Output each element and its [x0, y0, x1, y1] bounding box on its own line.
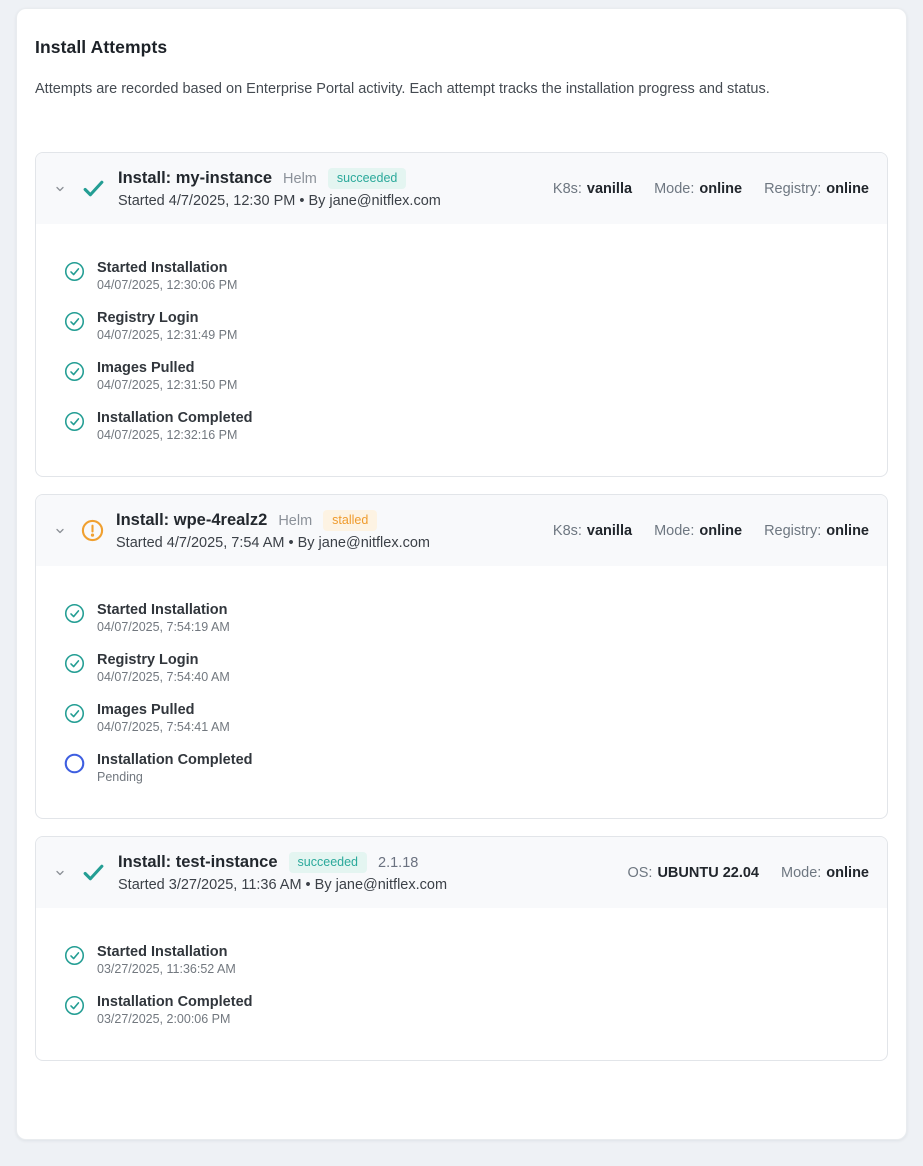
status-badge: succeeded — [289, 852, 367, 873]
attempt-version: 2.1.18 — [378, 854, 419, 871]
attempt-title: Install: wpe-4realz2 — [116, 511, 268, 529]
meta-item — [764, 181, 869, 197]
timeline-step — [64, 260, 869, 292]
page-subtitle: Attempts are recorded based on Enterprise Portal activity. Each attempt tracks the installation progress and status. — [35, 81, 770, 97]
step-title: Images Pulled — [97, 702, 195, 718]
chevron-down-icon[interactable] — [54, 867, 66, 879]
meta-value: UBUNTU 22.04 — [657, 864, 759, 881]
meta-label: Mode: — [780, 864, 822, 881]
attempt-header[interactable] — [36, 153, 887, 224]
check-icon — [81, 860, 106, 885]
circle-check-icon — [64, 653, 85, 674]
circle-check-icon — [64, 945, 85, 966]
attempt-started: Started 3/27/2025, 11:36 AM • By jane@nitflex.com — [118, 877, 448, 893]
status-badge: stalled — [323, 510, 377, 531]
attempt-steps — [36, 224, 887, 476]
circle-check-icon — [64, 261, 85, 282]
attempt-header[interactable] — [36, 495, 887, 566]
meta-value: vanilla — [586, 522, 633, 539]
circle-check-icon — [64, 995, 85, 1016]
meta-label: K8s: — [552, 522, 582, 539]
chevron-down-icon[interactable] — [54, 183, 66, 195]
meta-value: online — [826, 864, 869, 881]
step-title: Installation Completed — [97, 410, 253, 426]
step-title: Registry Login — [97, 310, 199, 326]
attempt-title: Install: test-instance — [118, 853, 278, 871]
step-timestamp: 03/27/2025, 11:36:52 AM — [97, 962, 236, 976]
step-timestamp: 04/07/2025, 12:31:50 PM — [97, 378, 238, 392]
attempt-method: Helm — [283, 170, 317, 187]
chevron-down-icon[interactable] — [54, 525, 66, 537]
meta-item — [781, 865, 869, 881]
timeline-step — [64, 702, 869, 734]
step-timestamp: 04/07/2025, 7:54:41 AM — [97, 720, 230, 734]
timeline-step — [64, 652, 869, 684]
meta-value: online — [699, 180, 743, 197]
step-timestamp: 04/07/2025, 12:31:49 PM — [97, 328, 238, 342]
step-timestamp: 04/07/2025, 12:30:06 PM — [97, 278, 238, 292]
attempt-started: Started 4/7/2025, 7:54 AM • By jane@nitflex.com — [116, 535, 430, 551]
attempt-meta — [553, 181, 869, 197]
attempt-title: Install: my-instance — [118, 169, 273, 187]
meta-label: OS: — [627, 864, 653, 881]
meta-label: Mode: — [654, 180, 695, 197]
timeline-step — [64, 994, 869, 1026]
timeline-step — [64, 752, 869, 784]
attempt-steps — [36, 566, 887, 818]
install-attempts-panel — [16, 8, 907, 1140]
attempt-method: Helm — [278, 512, 313, 529]
step-title: Started Installation — [97, 944, 228, 960]
attempt-card — [35, 152, 888, 477]
meta-item — [764, 523, 869, 539]
step-title: Registry Login — [97, 652, 199, 668]
meta-item — [553, 523, 632, 539]
circle-check-icon — [64, 361, 85, 382]
attempt-meta — [553, 523, 869, 539]
step-timestamp: 04/07/2025, 7:54:40 AM — [97, 670, 230, 684]
meta-item — [627, 865, 759, 881]
page-title: Install Attempts — [35, 37, 168, 57]
step-timestamp: Pending — [97, 770, 143, 784]
attempt-header[interactable] — [36, 837, 887, 908]
circle-check-icon — [64, 703, 85, 724]
circle-check-icon — [64, 411, 85, 432]
circle-check-icon — [64, 311, 85, 332]
attempt-meta — [627, 865, 869, 881]
step-title: Installation Completed — [97, 994, 253, 1010]
meta-label: Mode: — [654, 522, 695, 539]
step-title: Installation Completed — [97, 752, 253, 768]
check-icon — [81, 176, 106, 201]
meta-value: vanilla — [586, 180, 633, 197]
step-timestamp: 04/07/2025, 12:32:16 PM — [97, 428, 238, 442]
step-title: Started Installation — [97, 260, 228, 276]
alert-circle-icon — [81, 519, 104, 542]
meta-value: online — [826, 522, 869, 539]
status-badge: succeeded — [328, 168, 406, 189]
attempt-started: Started 4/7/2025, 12:30 PM • By jane@nitflex.com — [118, 193, 441, 209]
step-title: Started Installation — [97, 602, 228, 618]
attempt-card — [35, 836, 888, 1061]
attempts-list — [35, 152, 888, 1061]
step-title: Images Pulled — [97, 360, 195, 376]
step-timestamp: 04/07/2025, 7:54:19 AM — [97, 620, 230, 634]
meta-label: Registry: — [764, 522, 822, 539]
attempt-card — [35, 494, 888, 819]
meta-value: online — [826, 180, 869, 197]
meta-item — [654, 181, 742, 197]
timeline-step — [64, 944, 869, 976]
pending-circle-icon — [64, 753, 85, 774]
meta-item — [553, 181, 632, 197]
meta-item — [654, 523, 742, 539]
meta-value: online — [699, 522, 743, 539]
meta-label: K8s: — [552, 180, 582, 197]
attempt-steps — [36, 908, 887, 1060]
timeline-step — [64, 360, 869, 392]
meta-label: Registry: — [764, 180, 822, 197]
circle-check-icon — [64, 603, 85, 624]
timeline-step — [64, 602, 869, 634]
step-timestamp: 03/27/2025, 2:00:06 PM — [97, 1012, 231, 1026]
timeline-step — [64, 410, 869, 442]
timeline-step — [64, 310, 869, 342]
